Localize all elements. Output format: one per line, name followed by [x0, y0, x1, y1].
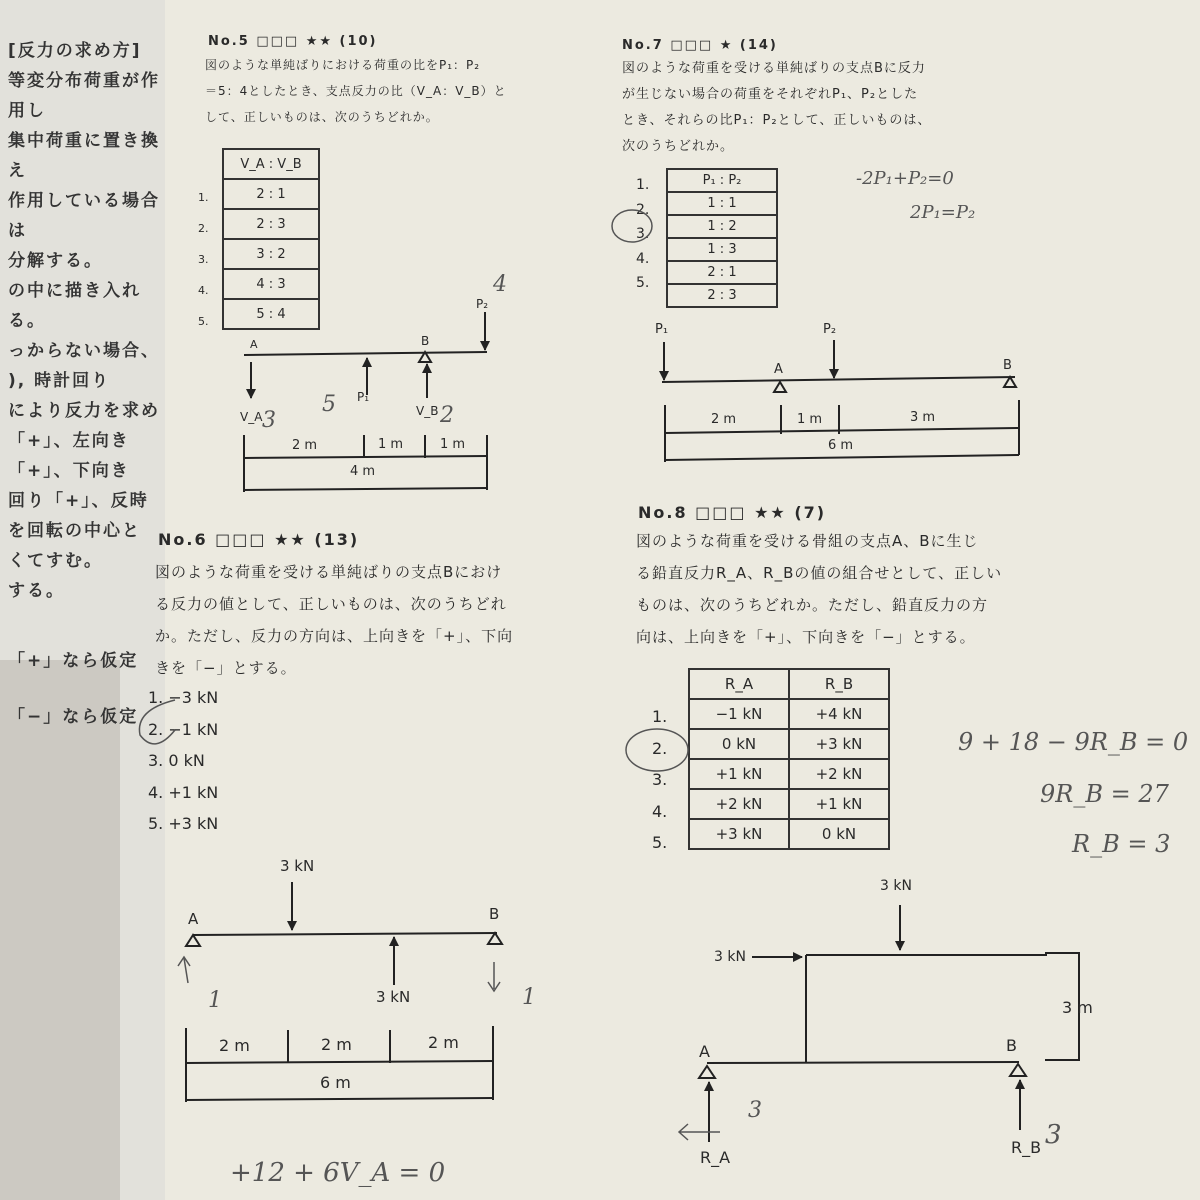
q7-dim-1: 2 m	[711, 412, 737, 427]
q5-hand-p1: 5	[322, 392, 336, 417]
q5-label-va: V_A	[240, 410, 263, 424]
handwritten-marks	[139, 210, 720, 1140]
q7-hand-eq1: -2P₁+P₂=0	[856, 168, 954, 189]
q5-dim-2: 1 m	[378, 437, 404, 452]
q6-dim-total: 6 m	[320, 1073, 351, 1092]
q8-label-rb: R_B	[1011, 1138, 1042, 1157]
q8-hand-ra: 3	[748, 1098, 762, 1123]
q6-label-b: B	[489, 905, 500, 923]
q7-dim-2: 1 m	[797, 412, 823, 427]
q8-answer-table: R_A R_B −1 kN +4 kN 0 kN +3 kN +1 kN +2 kN +2 kN +1 kN +3 kN 0 kN	[688, 668, 890, 850]
q6-hand-a: 1	[208, 988, 222, 1013]
q6-label-a: A	[188, 910, 199, 928]
q8-label-a: A	[699, 1042, 710, 1061]
q8-label-b: B	[1006, 1036, 1017, 1055]
q6-text: 図のような荷重を受ける単純ばりの支点Bにおけ る反力の値として、正しいものは、次のうちどれ か。ただし、反力の方向は、上向きを「+」、下向 きを「−」とする。	[155, 563, 514, 677]
q8-label-ra: R_A	[700, 1148, 731, 1167]
q7-label-b: B	[1003, 358, 1012, 373]
q5-dim-1: 2 m	[292, 438, 318, 453]
q6-hand-equation: +12 + 6V_A = 0	[230, 1158, 446, 1188]
q8-label-horizontal-load: 3 kN	[714, 949, 746, 965]
q5-dim-total: 4 m	[350, 464, 376, 479]
q7-option-numbers: 1. 2. 3. 4. 5.	[636, 177, 650, 291]
q7-label-p2: P₂	[823, 322, 837, 337]
q8-hand-eq3: R_B = 3	[1072, 830, 1171, 858]
q6-beam-figure	[186, 882, 502, 1102]
q6-dim-2: 2 m	[321, 1035, 352, 1054]
q6-options: 1. −3 kN 2. −1 kN 3. 0 kN 4. +1 kN 5. +3 kN	[148, 688, 219, 833]
q5-label-b: B	[421, 334, 430, 348]
q5-option-numbers: 1. 2. 3. 4. 5.	[198, 191, 209, 328]
q5-answer-table: V_A : V_B 2 : 1 2 : 3 3 : 2 4 : 3 5 : 4	[222, 148, 320, 330]
q5-text: 図のような単純ばりにおける荷重の比をP₁：P₂ ＝5：4としたとき、支点反力の比（V_A：V_B）と して、正しいものは、次のうちどれか。	[205, 58, 507, 124]
q7-hand-eq2: 2P₁=P₂	[910, 202, 976, 223]
q5-label-p2: P₂	[476, 297, 489, 311]
q5-hand-vb: 2	[440, 403, 454, 428]
q7-label-a: A	[774, 362, 783, 377]
q7-dim-total: 6 m	[828, 438, 854, 453]
q6-dim-3: 2 m	[428, 1033, 459, 1052]
q8-label-vertical-load: 3 kN	[880, 878, 912, 894]
facing-page-text: [反力の求め方] 等変分布荷重が作用し 集中荷重に置き換え 作用している場合は 分解する。 の中に描き入れる。 っからない場合、 ), 時計回り により反力を求め 「+」、左向き 「+」、下向き 回り「+」、反時 を回転の中心と くてすむ。 する。 「+」なら仮定 「−」なら仮定	[8, 41, 160, 727]
q5-header: No.5 □□□ ★★ (10)	[208, 34, 378, 49]
q6-dim-1: 2 m	[219, 1036, 250, 1055]
q8-text: 図のような荷重を受ける骨組の支点A、Bに生じ る鉛直反力R_A、R_Bの値の組合せとして、正しい ものは、次のうちどれか。ただし、鉛直反力の方 向は、上向きを「+」、下向きを「−」とする。	[636, 532, 1003, 646]
q6-label-load2: 3 kN	[376, 988, 411, 1006]
q5-label-p1: P₁	[357, 390, 370, 404]
q5-hand-va: 3	[262, 408, 276, 433]
q5-label-a: A	[250, 338, 258, 351]
q5-dim-3: 1 m	[440, 437, 466, 452]
q8-header: No.8 □□□ ★★ (7)	[638, 503, 827, 522]
q7-dim-3: 3 m	[910, 410, 936, 425]
q8-hand-rb: 3	[1045, 1120, 1062, 1150]
q7-header: No.7 □□□ ★ (14)	[622, 38, 778, 53]
q7-answer-table: P₁ : P₂ 1 : 1 1 : 2 1 : 3 2 : 1 2 : 3	[666, 168, 778, 308]
q7-text: 図のような荷重を受ける単純ばりの支点Bに反力 が生じない場合の荷重をそれぞれP₁、P₂とした とき、それらの比P₁：P₂として、正しいものは、 次のうちどれか。	[622, 61, 932, 154]
q6-header: No.6 □□□ ★★ (13)	[158, 530, 360, 549]
q5-label-vb: V_B	[416, 404, 439, 418]
q8-hand-eq2: 9R_B = 27	[1040, 780, 1169, 808]
q6-hand-b: 1	[522, 985, 536, 1010]
q5-hand-p2: 4	[493, 272, 507, 297]
q8-option-numbers: 1. 2. 3. 4. 5.	[652, 707, 668, 852]
q6-label-load1: 3 kN	[280, 857, 315, 875]
q8-hand-eq1: 9 + 18 − 9R_B = 0	[958, 728, 1189, 756]
q8-label-height: 3 m	[1062, 998, 1093, 1017]
q7-label-p1: P₁	[655, 322, 669, 337]
